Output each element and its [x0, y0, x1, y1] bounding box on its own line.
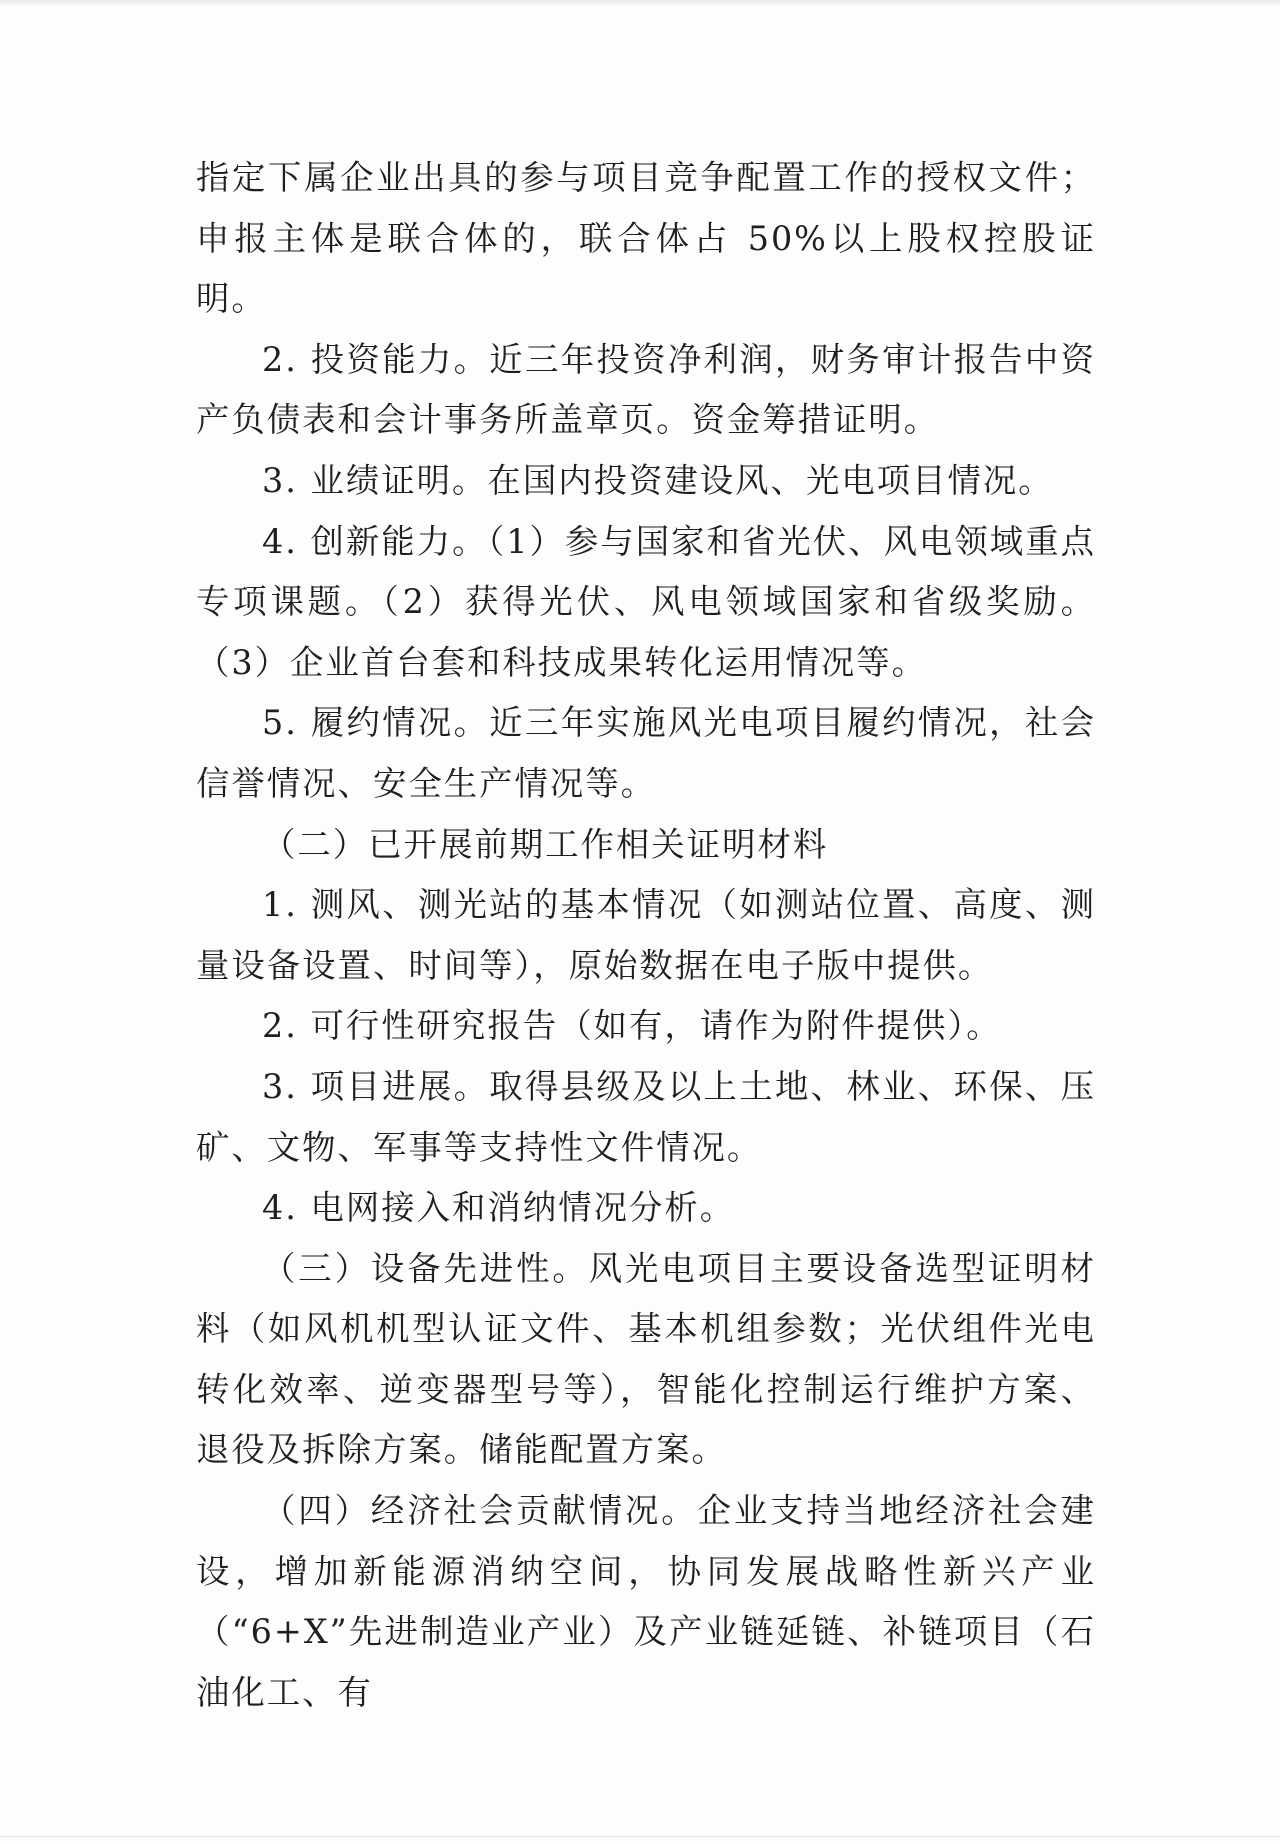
document-body	[196, 148, 1096, 1723]
section-economic-contribution: （四）经济社会贡献情况。企业支持当地经济社会建设，增加新能源消纳空间，协同发展战略性新兴产业（“6+X”先进制造业产业）及产业链延链、补链项目（石油化工、有	[196, 1491, 1096, 1712]
paragraph-feasibility-report: 2. 可行性研究报告（如有，请作为附件提供）。	[262, 1006, 1002, 1046]
paragraph-project-progress: 3. 项目进展。取得县级及以上土地、林业、环保、压矿、文物、军事等支持性文件情况。	[196, 1066, 1096, 1167]
paragraph-measurement-stations: 1. 测风、测光站的基本情况（如测站位置、高度、测量设备设置、时间等），原始数据在电子版中提供。	[196, 885, 1096, 985]
paragraph-performance-proof: 3. 业绩证明。在国内投资建设风、光电项目情况。	[262, 460, 1054, 500]
section-equipment-advancement: （三）设备先进性。风光电项目主要设备选型证明材料（如风机机型认证文件、基本机组参数；光伏组件光电转化效率、逆变器型号等），智能化控制运行维护方案、退役及拆除方案。储能配置方案。	[196, 1248, 1096, 1470]
page-bottom-edge	[0, 1836, 1280, 1837]
paragraph-authorization-docs: 指定下属企业出具的参与项目竞争配置工作的授权文件；申报主体是联合体的，联合体占 50%以上股权控股证明。	[196, 158, 1096, 319]
section-heading-preliminary-work: （二）已开展前期工作相关证明材料	[262, 824, 829, 864]
paragraph-investment-capacity: 2. 投资能力。近三年投资净利润，财务审计报告中资产负债表和会计事务所盖章页。资金筹措证明。	[196, 339, 1096, 440]
paragraph-innovation-capacity: 4. 创新能力。（1）参与国家和省光伏、风电领域重点专项课题。（2）获得光伏、风电领域国家和省级奖励。（3）企业首台套和科技成果转化运用情况等。	[196, 521, 1096, 682]
paragraph-grid-connection: 4. 电网接入和消纳情况分析。	[262, 1188, 736, 1228]
paragraph-contract-performance: 5. 履约情况。近三年实施风光电项目履约情况，社会信誉情况、安全生产情况等。	[196, 703, 1096, 803]
